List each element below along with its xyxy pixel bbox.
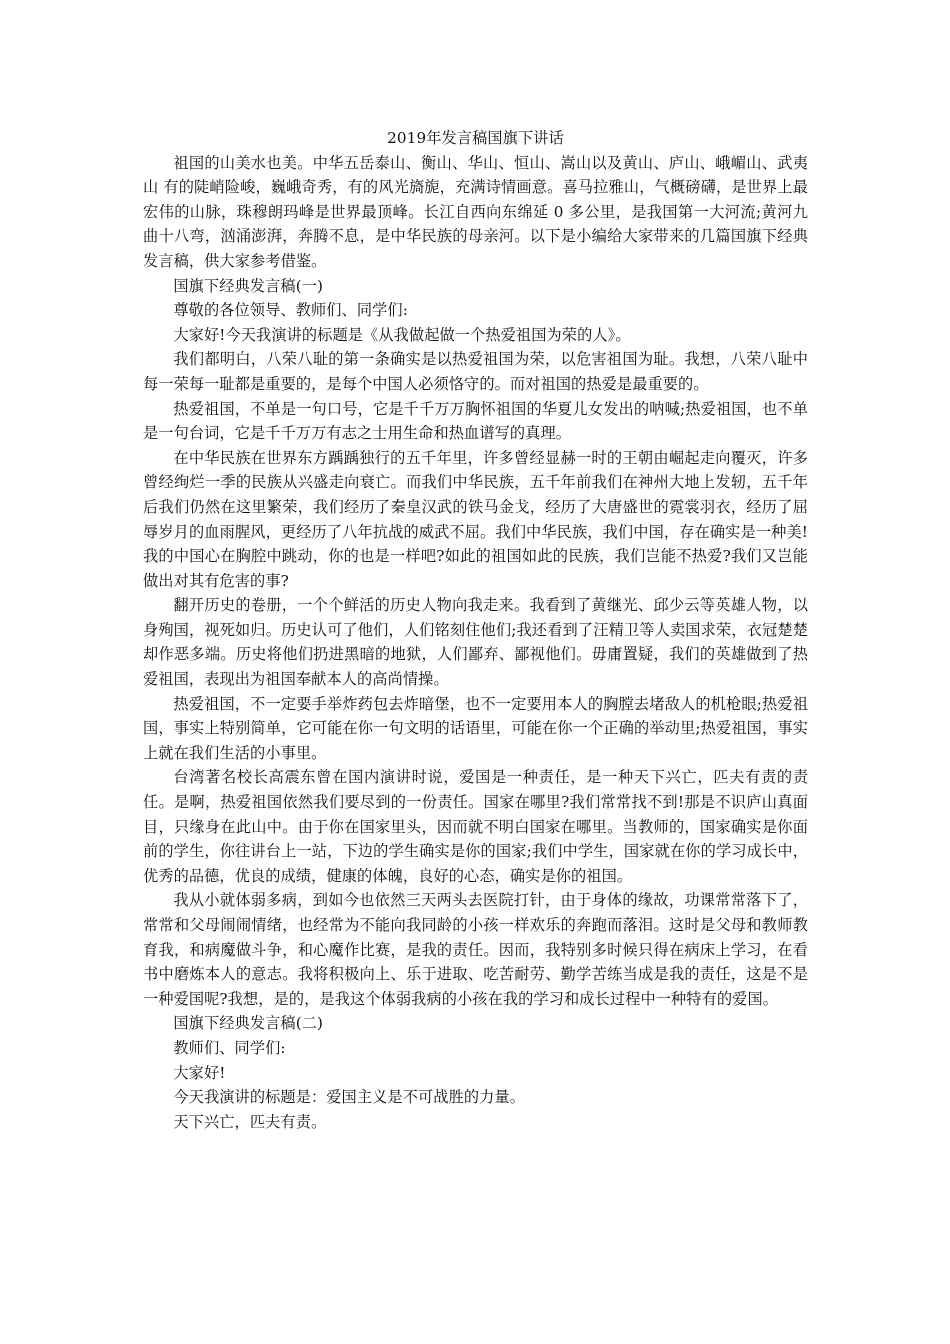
document-title: 2019年发言稿国旗下讲话 <box>387 129 564 147</box>
greeting-paragraph: 大家好! <box>173 1063 226 1082</box>
body-paragraph: 我们都明白，八荣八耻的第一条确实是以热爱祖国为荣，以危害祖国为耻。我想，八荣八耻中每一荣每一耻都是重要的，是每个中国人必须恪守的。而对祖国的热爱是最重要的。 <box>143 350 808 393</box>
section-heading-one: 国旗下经典发言稿(一) <box>173 276 324 295</box>
salutation-paragraph: 教师们、同学们: <box>173 1038 286 1057</box>
body-paragraph: 今天我演讲的标题是：爱国主义是不可战胜的力量。 <box>173 1088 526 1107</box>
salutation-paragraph: 尊敬的各位领导、教师们、同学们: <box>173 301 408 320</box>
section-heading-two: 国旗下经典发言稿(二) <box>173 1014 324 1033</box>
document-page <box>143 126 808 1134</box>
body-paragraph: 天下兴亡，匹夫有责。 <box>173 1112 327 1131</box>
body-paragraph: 我从小就体弱多病，到如今也依然三天两头去医院打针，由于身体的缘故，功课常常落下了，常常和父母闹闹情绪，也经常为不能向我同龄的小孩一样欢乐的奔跑而落泪。这时是父母和教师教育我，和病魔做斗争，和心魔作比赛，是我的责任。因而，我特别多时候只得在病床上学习，在看书中磨炼本人的意志。我将积极向上、乐于进取、吃苦耐劳、勤学苦练当成是我的责任，这是不是一种爱国呢?我想，是的，是我这个体弱我病的小孩在我的学习和成长过程中一种特有的爱国。 <box>143 891 808 1008</box>
body-paragraph: 翻开历史的卷册，一个个鲜活的历史人物向我走来。我看到了黄继光、邱少云等英雄人物，以身殉国，视死如归。历史认可了他们，人们铭刻住他们;我还看到了汪精卫等人卖国求荣，衣冠楚楚却作恶多端。历史将他们扔进黑暗的地狱，人们鄙弃、鄙视他们。毋庸置疑，我们的英雄做到了热爱祖国，表现出为祖国奉献本人的高尚情操。 <box>143 596 808 689</box>
body-paragraph: 台湾著名校长高震东曾在国内演讲时说，爱国是一种责任，是一种天下兴亡，匹夫有责的责任。是啊，热爱祖国依然我们要尽到的一份责任。国家在哪里?我们常常找不到!那是不识庐山真面目，只缘身在此山中。由于你在国家里头，因而就不明白国家在哪里。当教师的，国家确实是你面前的学生，你往讲台上一站，下边的学生确实是你的国家;我们中学生，国家就在你的学习成长中，优秀的品德，优良的成绩，健康的体魄，良好的心态，确实是你的祖国。 <box>143 768 808 885</box>
body-paragraph: 在中华民族在世界东方踽踽独行的五千年里，许多曾经显赫一时的王朝由崛起走向覆灭，许多曾经绚烂一季的民族从兴盛走向衰亡。而我们中华民族，五千年前我们在神州大地上发轫，五千年后我们仍然在这里繁荣，我们经历了秦皇汉武的铁马金戈，经历了大唐盛世的霓裳羽衣，经历了屈辱岁月的血雨腥风，更经历了八年抗战的威武不屈。我们中华民族，我们中国，存在确实是一种美!我的中国心在胸腔中跳动，你的也是一样吧?如此的祖国如此的民族，我们岂能不热爱?我们又岂能做出对其有危害的事? <box>143 448 808 590</box>
intro-paragraph: 祖国的山美水也美。中华五岳泰山、衡山、华山、恒山、嵩山以及黄山、庐山、峨嵋山、武夷山 有的陡峭险峻，巍峨奇秀，有的风光旖旎，充满诗情画意。喜马拉雅山，气概磅礴，是世界上最宏伟的山脉，珠穆朗玛峰是世界最顶峰。长江自西向东绵延 0 多公里，是我国第一大河流;黄河九曲十八弯，汹涌澎湃，奔腾不息，是中华民族的母亲河。以下是小编给大家带来的几篇国旗下经典发言稿，供大家参考借鉴。 <box>143 153 808 270</box>
body-paragraph: 大家好!今天我演讲的标题是《从我做起做一个热爱祖国为荣的人》。 <box>173 325 631 344</box>
body-paragraph: 热爱祖国，不一定要手举炸药包去炸暗堡，也不一定要用本人的胸膛去堵敌人的机枪眼;热爱祖国，事实上特别简单，它可能在你一句文明的话语里，可能在你一个正确的举动里;热爱祖国，事实上就在我们生活的小事里。 <box>143 694 808 762</box>
body-paragraph: 热爱祖国，不单是一句口号，它是千千万万胸怀祖国的华夏儿女发出的呐喊;热爱祖国，也不单是一句台词，它是千千万万有志之士用生命和热血谱写的真理。 <box>143 399 808 443</box>
